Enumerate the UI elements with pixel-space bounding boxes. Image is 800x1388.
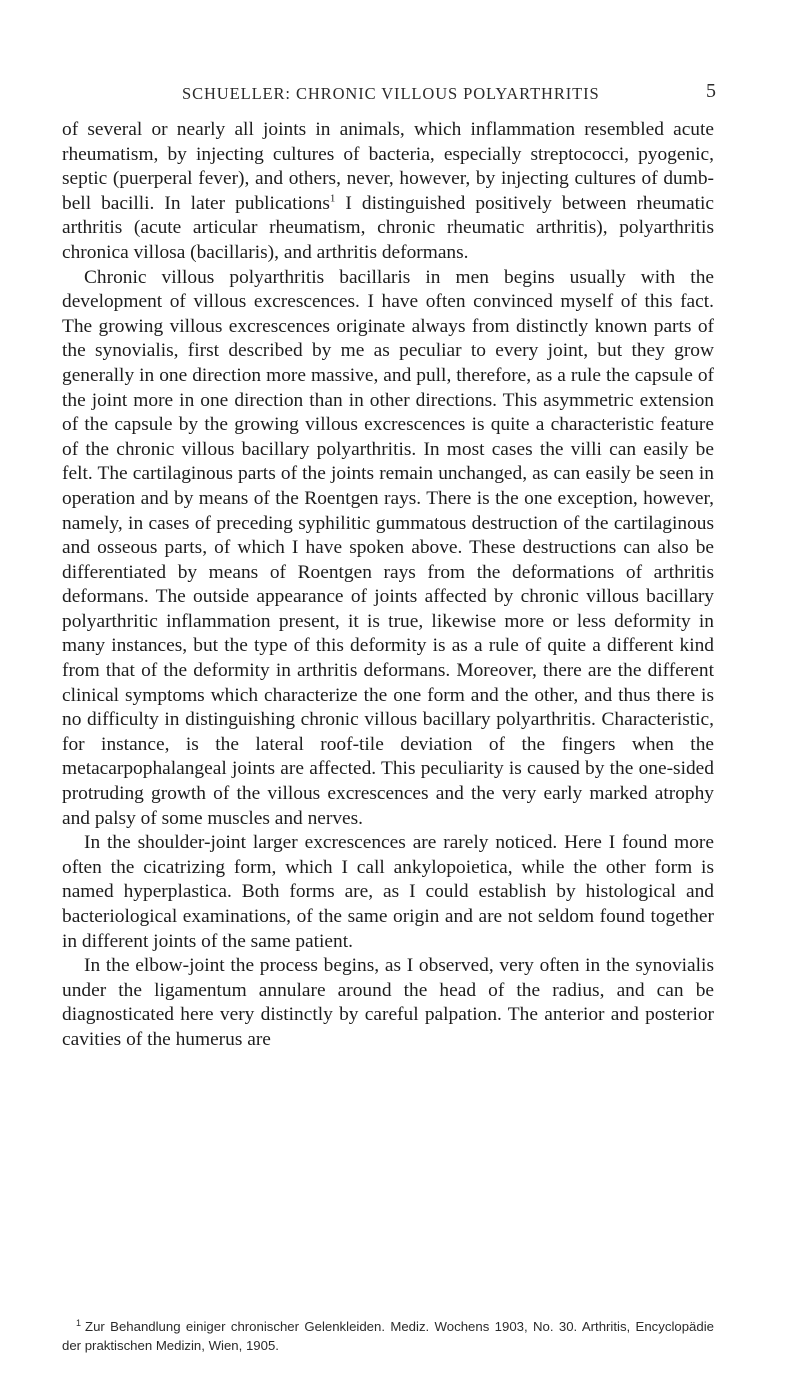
page-number: 5: [706, 80, 716, 102]
paragraph-4: In the elbow-joint the process begins, as I observed, very often in the synovialis under the ligamentum annulare around the head of the radius, and can be diagnosticated here very distinctly by careful palpation. The anterior and posterior cavities of the humerus are: [62, 955, 714, 1050]
footnote-mark: 1: [76, 1317, 82, 1328]
paragraph-3: In the shoulder-joint larger excrescences are rarely noticed. Here I found more often the cicatrizing form, which I call ankylopoietica, while the other form is named hyperplastica. Both forms are, as I could establish by histological and bacteriological examinations, of the same origin and are not seldom found together in different joints of the same patient.: [62, 832, 714, 952]
running-head: SCHUELLER: CHRONIC VILLOUS POLYARTHRITIS: [182, 84, 600, 103]
paragraph-1: [62, 118, 714, 266]
footnote-reference: 1: [329, 192, 336, 205]
paragraph-1-continuation: I distinguished positively between rheumatic arthritis (acute articular rheumatism, chronic rheumatic arthritis), polyarthritis chronica villosa (bacillaris), and arthritis deformans.: [62, 192, 714, 263]
footnote-text: Zur Behandlung einiger chronischer Gelenkleiden. Mediz. Wochens 1903, No. 30. Arthritis, Encyclopädie der praktischen Medizin, Wien, 1905.: [62, 1319, 714, 1353]
body-text: [62, 118, 714, 1053]
footnote: [62, 1318, 714, 1355]
paragraph-2: Chronic villous polyarthritis bacillaris in men begins usually with the development of villous excrescences. I have often convinced myself of this fact. The growing villous excrescences originate always from distinctly known parts of the synovialis, first described by me as peculiar to every joint, but they grow generally in one direction more massive, and pull, therefore, as a rule the capsule of the joint more in one direction than in other directions. This asymmetric extension of the capsule by the growing villous excrescences is quite a characteristic feature of the chronic villous bacillary polyarthritis. In most cases the villi can easily be felt. The cartilaginous parts of the joints remain unchanged, as can easily be seen in operation and by means of the Roentgen rays. There is the one exception, however, namely, in cases of preceding syphilitic gummatous destruction of the cartilaginous and osseous parts, of which I have spoken above. These destructions can also be differentiated by means of Roentgen rays from the deformations of arthritis deformans. The outside appearance of joints affected by chronic villous bacillary polyarthritic inflammation present, it is true, likewise more or less deformity in many instances, but the type of this deformity is as a rule of quite a different kind from that of the deformity in arthritis deformans. Moreover, there are the different clinical symptoms which characterize the one form and the other, and thus there is no difficulty in distinguishing chronic villous bacillary polyarthritis. Characteristic, for instance, is the lateral roof-tile deviation of the fingers when the metacarpophalangeal joints are affected. This peculiarity is caused by the one-sided protruding growth of the villous excrescences and the very early marked atrophy and palsy of some muscles and nerves.: [62, 266, 714, 829]
paragraph-1-text: of several or nearly all joints in animals, which inflammation resembled acute rheumatism, by injecting cultures of bacteria, especially streptococci, pyogenic, septic (puerperal fever), and others, never, however, by injecting cultures of dumb-bell bacilli. In later publications: [62, 119, 714, 214]
